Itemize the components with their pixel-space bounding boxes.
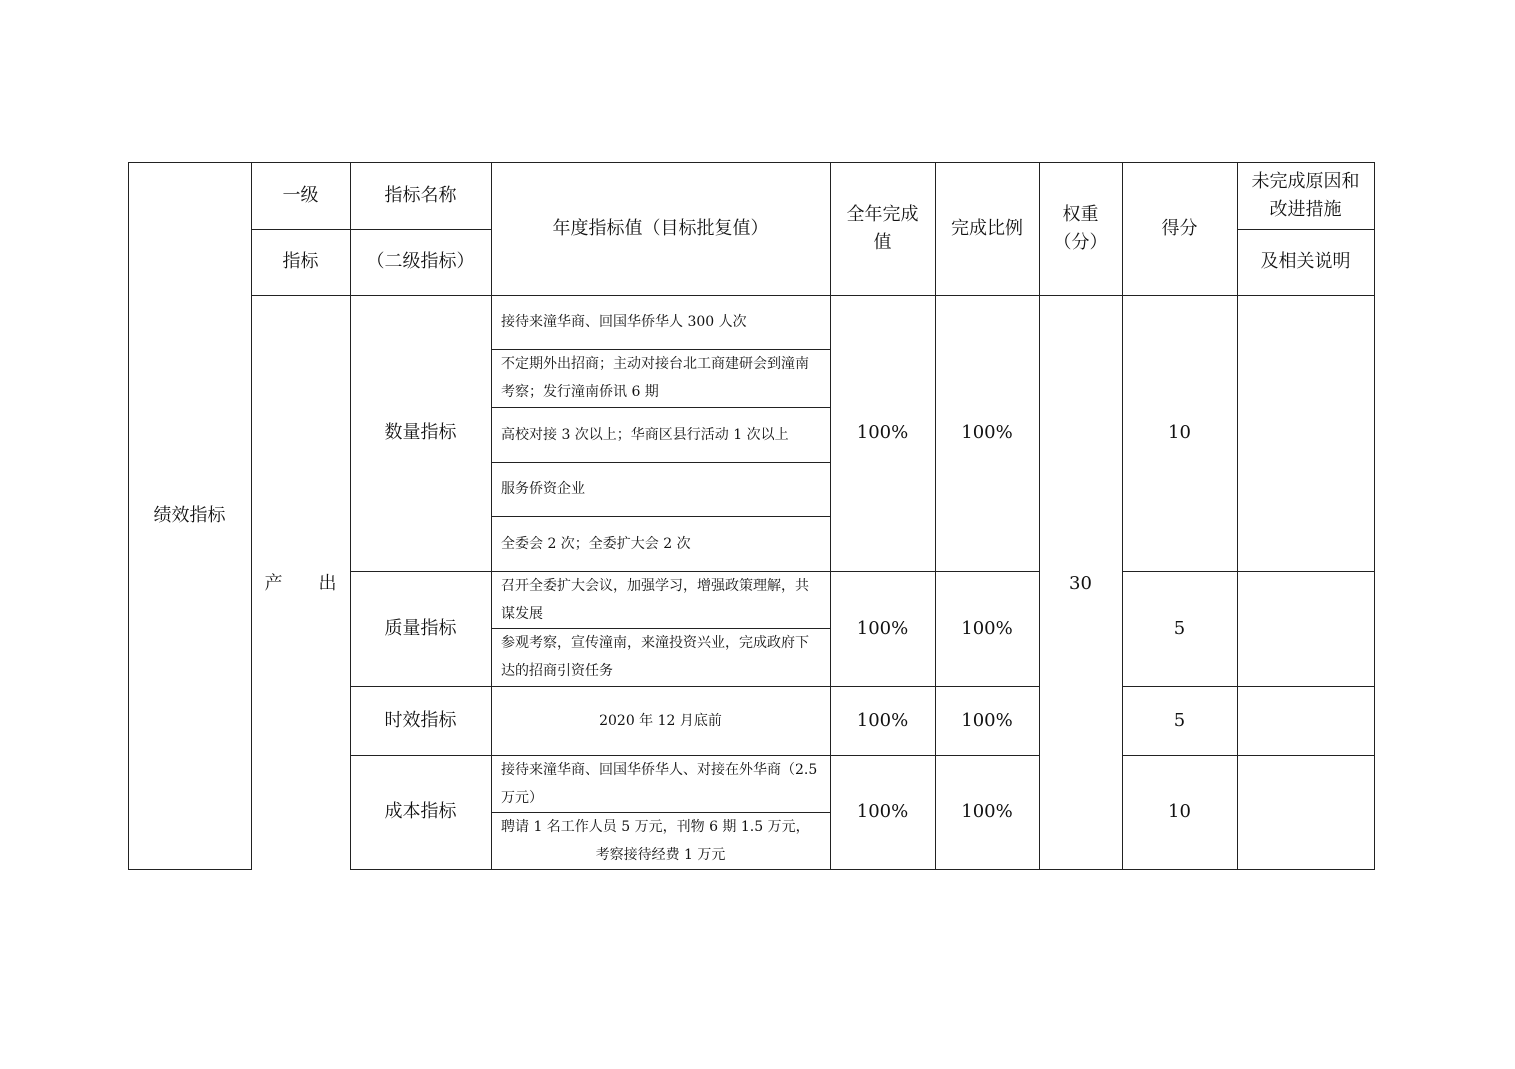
group-name: 成本指标: [384, 801, 457, 822]
header-ratio: 完成比例: [951, 217, 1023, 239]
score-value: 10: [1168, 422, 1191, 443]
header-reason: [1237, 162, 1374, 229]
ratio-value: 100%: [961, 709, 1013, 731]
actual-value: 100%: [856, 422, 909, 443]
header-target: 年度指标值（目标批复值）: [552, 217, 769, 239]
header-actual-line1: 全年完成: [846, 203, 919, 225]
group-name: 数量指标: [384, 422, 457, 443]
header-weight-line2: （分）: [1053, 231, 1108, 253]
header-weight-line1: 权重: [1062, 203, 1099, 225]
target-item: 聘请 1 名工作人员 5 万元，刊物 6 期 1.5 万元，考察接待经费 1 万元: [501, 818, 810, 863]
group-name: 时效指标: [384, 709, 457, 731]
header-actual: [830, 162, 935, 295]
target-item: 接待来潼华商、回国华侨华人 300 人次: [501, 314, 747, 330]
header-level1-line2: 指标: [282, 251, 319, 272]
actual-value: 100%: [856, 801, 909, 822]
target-item: 2020 年 12 月底前: [599, 712, 722, 729]
score-value: 5: [1173, 617, 1186, 639]
ratio-value: 100%: [961, 617, 1013, 639]
target-item: 不定期外出招商；主动对接台北工商建研会到潼南考察；发行潼南侨讯 6 期: [501, 356, 809, 400]
header-actual-line2: 值: [873, 231, 892, 253]
target-item: 全委会 2 次；全委扩大会 2 次: [501, 535, 691, 552]
header-reason-line2: 改进措施: [1269, 198, 1342, 220]
actual-value: 100%: [856, 709, 909, 731]
header-weight: [1039, 162, 1122, 295]
rule-bottom: [128, 869, 252, 870]
level1-value: 产 出: [264, 573, 337, 594]
header-level1-line1: 一级: [282, 184, 319, 206]
actual-value: 100%: [856, 617, 909, 639]
left-label: 绩效指标: [153, 504, 226, 526]
rule-bottom-right: [350, 869, 1375, 870]
target-item: 接待来潼华商、回国华侨华人、对接在外华商（2.5 万元）: [501, 761, 818, 806]
target-item: 服务侨资企业: [501, 481, 585, 497]
weight-value: 30: [1069, 573, 1092, 594]
header-name-line2: （二级指标）: [366, 251, 475, 272]
target-item: 参观考察，宣传潼南，来潼投资兴业，完成政府下达的招商引资任务: [501, 635, 809, 679]
header-score: 得分: [1161, 217, 1198, 239]
score-value: 10: [1168, 801, 1191, 822]
ratio-value: 100%: [961, 801, 1013, 822]
target-item: 召开全委扩大会议，加强学习，增强政策理解，共谋发展: [501, 577, 809, 622]
ratio-value: 100%: [961, 422, 1013, 443]
score-value: 5: [1173, 709, 1186, 731]
header-reason-line3: 及相关说明: [1260, 251, 1351, 272]
header-name-line1: 指标名称: [384, 184, 457, 206]
rule-col-9: [1374, 162, 1375, 870]
group-name: 质量指标: [384, 617, 457, 639]
header-reason-line1: 未完成原因和: [1251, 170, 1360, 192]
target-item: 高校对接 3 次以上；华商区县行活动 1 次以上: [501, 426, 789, 443]
